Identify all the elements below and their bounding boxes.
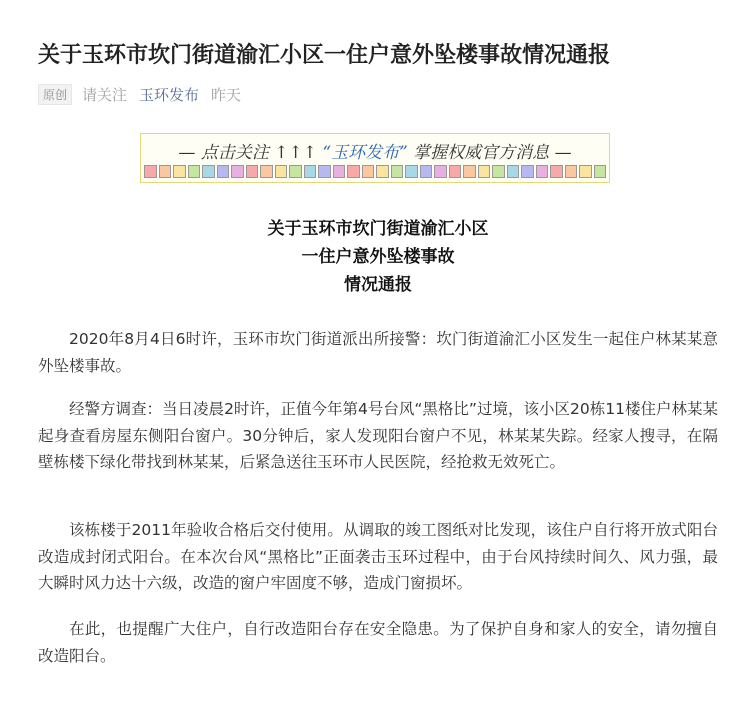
- banner-color-block: [246, 165, 259, 178]
- banner-color-block: [579, 165, 592, 178]
- banner-color-block: [159, 165, 172, 178]
- headline-line-1: 关于玉环市坎门街道渝汇小区: [267, 219, 489, 239]
- banner-color-block: [304, 165, 317, 178]
- banner-color-block: [144, 165, 157, 178]
- banner-color-block: [173, 165, 186, 178]
- publish-date: 昨天: [211, 85, 242, 104]
- body-paragraph-2: 经警方调查：当日凌晨2时许，正值今年第4号台风“黑格比”过境，该小区20栋11楼住户林某某起身查看房屋东侧阳台窗户。30分钟后，家人发现阳台窗户不见，林某某失踪。经家人搜寻，在隔壁栋楼下绿化带找到林某某，后紧急送往玉环市人民医院，经抢救无效死亡。: [38, 400, 718, 471]
- banner-color-block: [420, 165, 433, 178]
- banner-color-block: [217, 165, 230, 178]
- banner-color-block: [202, 165, 215, 178]
- banner-color-block: [405, 165, 418, 178]
- banner-color-block: [449, 165, 462, 178]
- original-badge: 原创: [38, 84, 72, 105]
- banner-color-block: [536, 165, 549, 178]
- banner-color-block: [347, 165, 360, 178]
- banner-color-block: [521, 165, 534, 178]
- banner-color-block: [478, 165, 491, 178]
- article-meta: [38, 84, 241, 104]
- follow-banner[interactable]: [140, 133, 610, 183]
- banner-color-block: [463, 165, 476, 178]
- account-name-link[interactable]: 玉环发布: [139, 85, 200, 104]
- banner-suffix: 掌握权威官方消息 —: [407, 143, 572, 163]
- body-paragraph-3: 该栋楼于2011年验收合格后交付使用。从调取的竣工图纸对比发现，该住户自行将开放式阳台改造成封闭式阳台。在本次台风“黑格比”正面袭击玉环过程中，由于台风持续时间久、风力强，最大瞬时风力达十六级，改造的窗户牢固度不够，造成门窗损坏。: [38, 521, 718, 592]
- body-paragraph-1: 2020年8月4日6时许，玉环市坎门街道派出所接警：坎门街道渝汇小区发生一起住户林某某意外坠楼事故。: [38, 330, 718, 375]
- headline-line-3: 情况通报: [344, 275, 412, 295]
- headline-line-2: 一住户意外坠楼事故: [301, 247, 455, 267]
- banner-color-blocks: [144, 165, 606, 178]
- article-headline: [0, 215, 756, 299]
- banner-color-block: [289, 165, 302, 178]
- banner-color-block: [362, 165, 375, 178]
- banner-color-block: [260, 165, 273, 178]
- body-paragraph-4: 在此，也提醒广大住户，自行改造阳台存在安全隐患。为了保护自身和家人的安全，请勿擅自改造阳台。: [38, 620, 718, 665]
- banner-prefix: — 点击关注 ↑↑↑: [178, 143, 323, 163]
- banner-color-block: [550, 165, 563, 178]
- banner-color-block: [231, 165, 244, 178]
- banner-color-block: [391, 165, 404, 178]
- banner-color-block: [565, 165, 578, 178]
- banner-color-block: [188, 165, 201, 178]
- banner-account-highlight: “玉环发布”: [322, 143, 408, 163]
- banner-color-block: [594, 165, 607, 178]
- banner-color-block: [275, 165, 288, 178]
- banner-color-block: [492, 165, 505, 178]
- follow-prompt: 请关注: [82, 85, 128, 104]
- banner-color-block: [318, 165, 331, 178]
- banner-color-block: [376, 165, 389, 178]
- banner-color-block: [507, 165, 520, 178]
- banner-color-block: [434, 165, 447, 178]
- banner-color-block: [333, 165, 346, 178]
- banner-text: [141, 138, 609, 163]
- article-title: 关于玉环市坎门街道渝汇小区一住户意外坠楼事故情况通报: [38, 43, 611, 68]
